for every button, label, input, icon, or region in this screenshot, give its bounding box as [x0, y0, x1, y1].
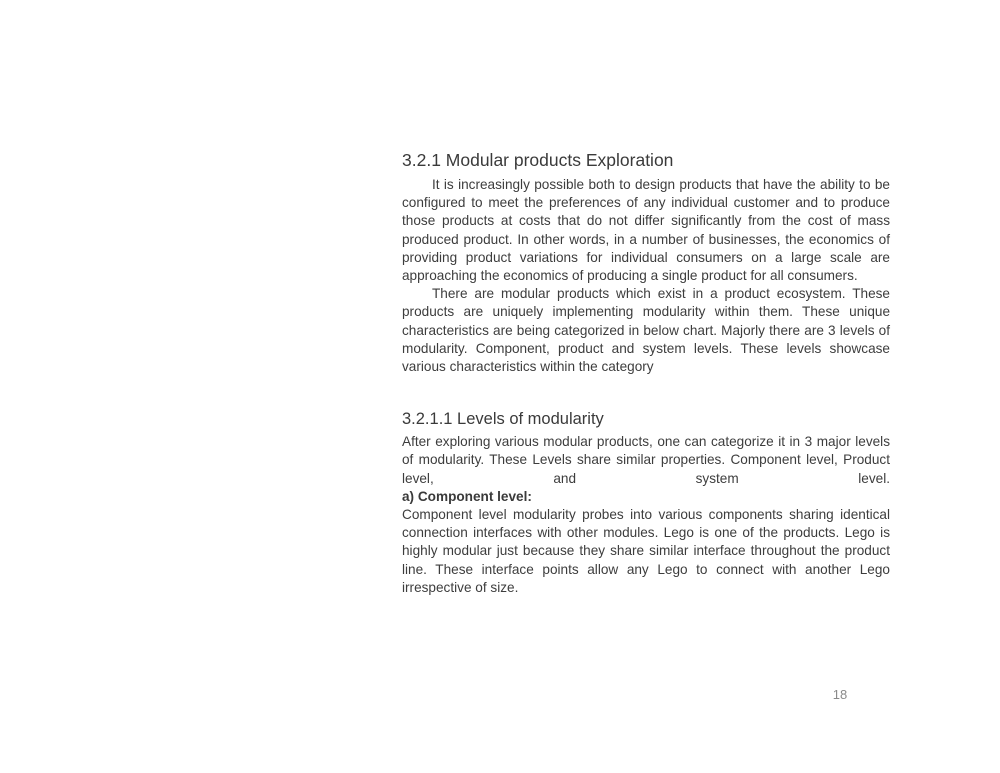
section-heading-levels-of-modularity: 3.2.1.1 Levels of modularity	[402, 410, 604, 429]
paragraph-product-ecosystem: There are modular products which exist in a product ecosystem. These products are uniquely implementing modularity within them. These unique characteristics are being categorized in below chart. Majorly there are 3 levels of modularity. Component, product and system levels. These levels showcase various characteristics within the category	[402, 286, 890, 375]
paragraph-three-levels: After exploring various modular products, one can categorize it in 3 major levels of modularity. These Levels share similar properties. Component level, Product level, and system level.	[402, 434, 890, 486]
text-column	[402, 149, 890, 597]
sub-label-component-level: a) Component level:	[402, 488, 532, 504]
paragraph-component-level-lego: Component level modularity probes into various components sharing identical connection interfaces with other modules. Lego is one of the products. Lego is highly modular just because they share similar interface throughout the product line. These interface points allow any Lego to connect with another Lego irrespective of size.	[402, 507, 890, 595]
page-number: 18	[832, 687, 848, 702]
paragraph-mass-customization: It is increasingly possible both to design products that have the ability to be configured to meet the preferences of any individual customer and to produce those products at costs that do not differ significantly from the cost of mass produced product. In other words, in a number of businesses, the economics of providing product variations for individual consumers on a large scale are approaching the economics of producing a single product for all consumers.	[402, 177, 890, 284]
section-heading-modular-products-exploration: 3.2.1 Modular products Exploration	[402, 150, 674, 170]
